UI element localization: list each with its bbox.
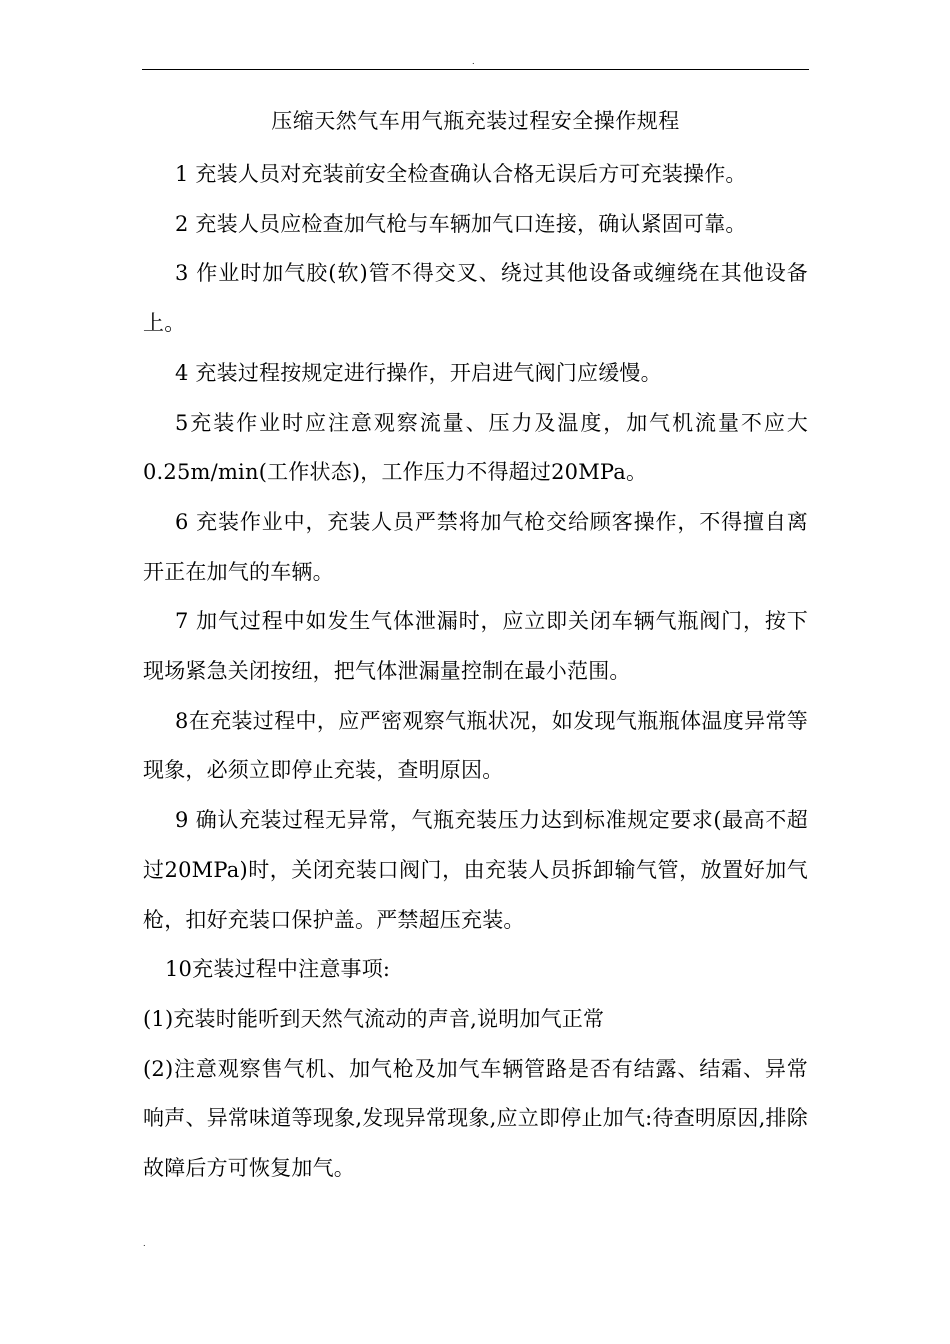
paragraph-6: 6 充装作业中，充装人员严禁将加气枪交给顾客操作，不得擅自离开正在加气的车辆。 (143, 509, 808, 584)
header-mark: . (472, 57, 475, 66)
paragraph-1: 1 充装人员对充装前安全检查确认合格无误后方可充装操作。 (175, 162, 747, 186)
paragraph-9: 9 确认充装过程无异常，气瓶充装压力达到标准规定要求(最高不超过20MPa)时，关闭充装口阀门，由充装人员拆卸输气管，放置好加气枪，扣好充装口保护盖。严禁超压充装。 (143, 808, 808, 932)
paragraph-7: 7 加气过程中如发生气体泄漏时，应立即关闭车辆气瓶阀门，按下现场紧急关闭按纽，把气体泄漏量控制在最小范围。 (143, 609, 808, 684)
paragraph-4: 4 充装过程按规定进行操作，开启进气阀门应缓慢。 (175, 360, 662, 385)
paragraph-2: 2 充装人员应检查加气枪与车辆加气口连接，确认紧固可靠。 (175, 211, 747, 236)
document-body (143, 100, 808, 1194)
paragraph-10: 10充装过程中注意事项: (165, 957, 391, 982)
note-item-1: (1)充装时能听到天然气流动的声音,说明加气正常 (143, 1006, 605, 1031)
note-item-2: (2)注意观察售气机、加气枪及加气车辆管路是否有结露、结霜、异常响声、异常味道等现象,发现异常现象,应立即停止加气:待查明原因,排除故障后方可恢复加气。 (143, 1056, 808, 1181)
header-rule (142, 69, 809, 70)
document-title: 压缩天然气车用气瓶充装过程安全操作规程 (271, 109, 680, 133)
paragraph-8: 8在充装过程中，应严密观察气瓶状况，如发现气瓶瓶体温度异常等现象，必须立即停止充装，查明原因。 (143, 708, 808, 783)
paragraph-5: 5充装作业时应注意观察流量、压力及温度，加气机流量不应大0.25m/min(工作状态)，工作压力不得超过20MPa。 (143, 410, 808, 485)
footer-mark: . (143, 1239, 146, 1248)
paragraph-3: 3 作业时加气胶(软)管不得交叉、绕过其他设备或缠绕在其他设备上。 (143, 261, 808, 336)
